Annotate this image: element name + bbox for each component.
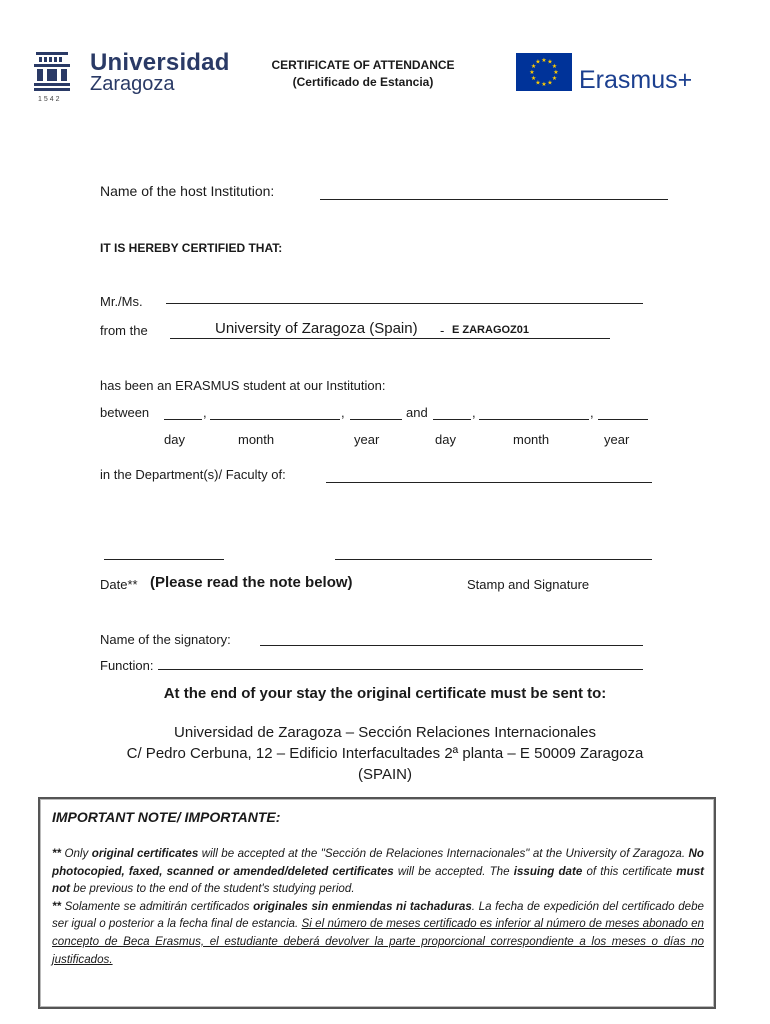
certified-heading: IT IS HEREBY CERTIFIED THAT: [100, 241, 283, 255]
end-day-field[interactable] [433, 419, 471, 420]
eu-flag-icon [516, 53, 572, 91]
eu-star-icon: ★ [547, 80, 553, 87]
end-month-field[interactable] [479, 419, 589, 420]
note-en-bold-3: issuing date [513, 864, 583, 878]
title-spanish: (Certificado de Estancia) [292, 75, 434, 89]
eu-star-icon: ★ [553, 70, 559, 76]
note-en-bold-2: No photocopied, faxed, scanned or amended/deleted certificates [52, 847, 705, 878]
host-institution-label: Name of the host Institution: [100, 183, 275, 199]
note-en-text-2: will be accepted at the "Sección de Relaciones Internacionales" at the University of Zaragoza. [198, 847, 689, 860]
mr-ms-label: Mr./Ms. [100, 294, 143, 309]
note-en-text-5: be previous to the end of the student's studying period. [70, 882, 355, 896]
address-line-2: C/ Pedro Cerbuna, 12 – Edificio Interfacultades 2ª planta – E 50009 Zaragoza [126, 745, 644, 762]
title-english: CERTIFICATE OF ATTENDANCE [271, 58, 455, 72]
date-note: (Please read the note below) [150, 574, 353, 591]
stamp-signature-field[interactable] [335, 559, 652, 560]
host-institution-field[interactable] [320, 199, 668, 200]
start-month-field[interactable] [210, 419, 340, 420]
note-es-text-1: Solamente se admitirán certificados [61, 899, 254, 913]
note-body [52, 845, 704, 968]
date-field[interactable] [104, 559, 224, 560]
end-year-caption: year [604, 432, 630, 447]
eu-star-icon: ★ [535, 80, 541, 87]
start-day-field[interactable] [164, 419, 202, 420]
note-en-text-3: will be accepted. The [393, 864, 514, 878]
note-en-bold-1: original certificates [91, 847, 199, 860]
important-note-box [38, 797, 716, 1009]
home-institution-field[interactable] [170, 338, 610, 339]
eu-star-icon: ★ [530, 76, 537, 82]
note-english [52, 845, 704, 898]
end-month-caption: month [513, 432, 550, 447]
university-name-line1: Universidad [90, 49, 230, 76]
comma-3: , [472, 405, 476, 420]
erasmus-plus-logo-text: Erasmus+ [579, 66, 693, 94]
home-institution-separator: - [440, 323, 445, 338]
university-logo [32, 48, 242, 108]
erasmus-statement: has been an ERASMUS student at our Institution: [100, 378, 386, 393]
signatory-field[interactable] [260, 645, 643, 646]
note-es-underlined: Si el número de meses certificado es inferior al número de meses abonado en concepto de Beca Erasmus, el estudiante deberá devolver la parte proporcional correspondiente a los meses o días no justificados. [52, 917, 704, 966]
address-line-1: Universidad de Zaragoza – Sección Relaciones Internacionales [174, 724, 596, 741]
department-label: in the Department(s)/ Faculty of: [100, 467, 286, 482]
eu-star-icon: ★ [529, 70, 535, 76]
send-instruction: At the end of your stay the original certificate must be sent to: [163, 685, 607, 702]
university-founding-year: 1542 [38, 96, 62, 103]
function-field[interactable] [158, 669, 643, 670]
comma-2: , [341, 405, 345, 420]
end-year-field[interactable] [598, 419, 648, 420]
function-label: Function: [100, 658, 154, 673]
note-es-stars: ** [52, 899, 62, 913]
start-day-caption: day [164, 432, 185, 447]
signatory-label: Name of the signatory: [100, 632, 231, 647]
student-name-field[interactable] [166, 303, 643, 304]
eu-star-icon: ★ [530, 64, 537, 70]
eu-star-icon: ★ [535, 59, 541, 66]
comma-4: , [590, 405, 594, 420]
document-title [250, 57, 476, 91]
note-heading: IMPORTANT NOTE/ IMPORTANTE: [52, 809, 281, 825]
note-es-text-2: . La fecha de expedición del certificado debe ser igual o posterior a la fecha final de estancia. [52, 899, 704, 931]
eu-star-icon: ★ [551, 64, 558, 70]
start-year-field[interactable] [350, 419, 402, 420]
date-label: Date** [100, 577, 138, 592]
note-en-text-1: Only [61, 847, 92, 860]
note-es-bold-1: originales sin enmiendas ni tachaduras [253, 899, 472, 913]
eu-star-icon: ★ [551, 76, 558, 82]
department-field[interactable] [326, 482, 652, 483]
note-en-bold-4: must not [52, 864, 704, 896]
and-label: and [406, 405, 428, 420]
start-year-caption: year [354, 432, 380, 447]
address-line-3: (SPAIN) [358, 766, 412, 783]
end-day-caption: day [435, 432, 456, 447]
home-institution-value: University of Zaragoza (Spain) [215, 320, 418, 337]
university-building-icon [32, 50, 72, 96]
note-spanish [52, 898, 704, 968]
eu-star-icon: ★ [547, 59, 553, 66]
between-label: between [100, 405, 150, 420]
university-name-line2: Zaragoza [90, 73, 175, 95]
erasmus-code-value: E ZARAGOZ01 [452, 324, 530, 336]
start-month-caption: month [238, 432, 275, 447]
eu-star-icon: ★ [541, 82, 547, 88]
note-en-text-4: of this certificate [582, 864, 677, 878]
stamp-signature-label: Stamp and Signature [467, 577, 590, 592]
eu-star-icon: ★ [541, 58, 547, 64]
note-en-stars: ** [52, 847, 62, 860]
comma-1: , [203, 405, 207, 420]
from-label: from the [100, 323, 148, 338]
